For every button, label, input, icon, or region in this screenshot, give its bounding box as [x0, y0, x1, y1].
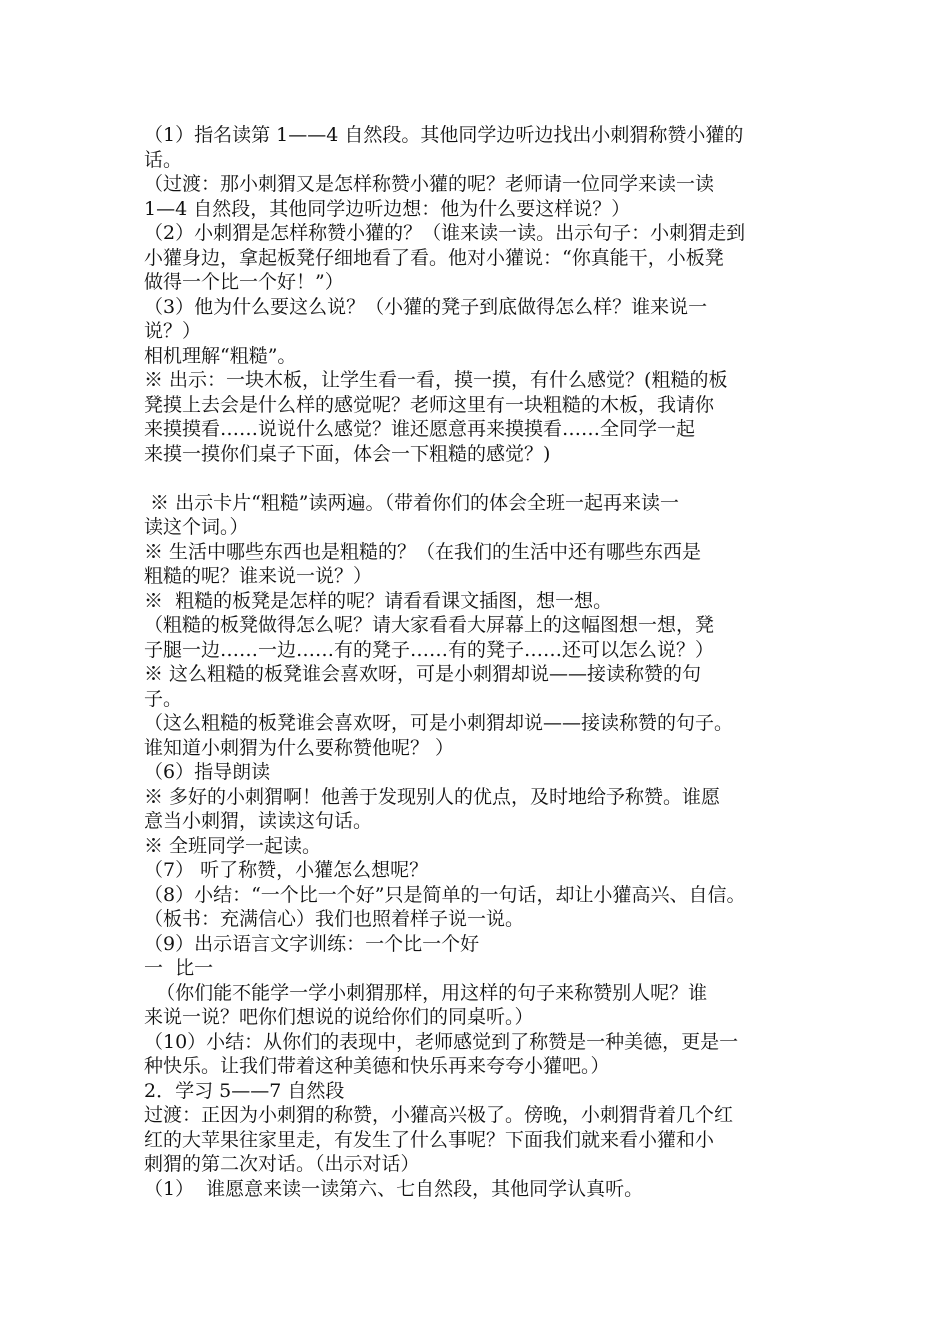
text-line: 意当小刺猬，读读这句话。 [144, 810, 373, 832]
text-line: （10）小结：从你们的表现中，老师感觉到了称赞是一种美德，更是一 [144, 1030, 739, 1053]
text-line: 子。 [144, 687, 183, 710]
text-line: 谁知道小刺猬为什么要称赞他呢？ ） [144, 736, 455, 759]
text-line: （7） 听了称赞，小獾怎么想呢？ [144, 859, 429, 881]
text-line: 1—4 自然段，其他同学边听边想：他为什么要这样说？） [144, 197, 631, 220]
text-line: ※ 粗糙的板凳是怎样的呢？请看看课文插图，想一想。 [144, 589, 613, 612]
text-line: （过渡：那小刺猬又是怎样称赞小獾的呢？老师请一位同学来读一读 [144, 173, 715, 195]
text-line: 读这个词。） [144, 516, 249, 538]
text-line: （2）小刺猬是怎样称赞小獾的？（谁来读一读。出示句子：小刺猬走到 [144, 222, 746, 244]
text-line: 话。 [144, 148, 183, 171]
text-line: 说？） [144, 320, 202, 342]
text-line: 红的大苹果往家里走，有发生了什么事呢？下面我们就来看小獾和小 [144, 1128, 715, 1151]
text-line: 粗糙的呢？谁来说一说？） [144, 565, 373, 587]
text-line: 凳摸上去会是什么样的感觉呢？老师这里有一块粗糙的木板，我请你 [144, 393, 715, 416]
text-line: （6）指导朗读 [144, 761, 271, 783]
text-line: 2．学习 5——7 自然段 [144, 1079, 345, 1102]
text-line: 种快乐。让我们带着这种美德和快乐再来夸夸小獾吧。） [144, 1055, 610, 1077]
text-line: 子腿一边……一边……有的凳子……有的凳子……还可以怎么说？） [144, 638, 715, 661]
text-line: ※ 出示卡片“粗糙”读两遍。（带着你们的体会全班一起再来读一 [144, 491, 680, 514]
text-line: ※ 出示：一块木板，让学生看一看，摸一摸，有什么感觉？(粗糙的板 [144, 369, 728, 391]
text-line: （1） 谁愿意来读一读第六、七自然段，其他同学认真听。 [144, 1177, 644, 1200]
text-line: ※ 多好的小刺猬啊！他善于发现别人的优点，及时地给予称赞。谁愿 [144, 785, 721, 808]
text-line: （3）他为什么要这么说？（小獾的凳子到底做得怎么样？谁来说一 [144, 295, 708, 318]
text-line: （1）指名读第 1——4 自然段。其他同学边听边找出小刺猬称赞小獾的 [144, 124, 744, 146]
text-line: （你们能不能学一学小刺猬那样，用这样的句子来称赞别人呢？谁 [144, 981, 708, 1004]
text-line: 来摸摸看……说说什么感觉？谁还愿意再来摸摸看……全同学一起 [144, 418, 696, 440]
text-line: ※ 这么粗糙的板凳谁会喜欢呀，可是小刺猬却说——接读称赞的句 [144, 663, 702, 685]
blank-line [144, 466, 814, 491]
text-line: 做得一个比一个好！”） [144, 271, 344, 293]
text-line: 过渡：正因为小刺猬的称赞，小獾高兴极了。傍晚，小刺猬背着几个红 [144, 1104, 734, 1126]
text-line: ※ 生活中哪些东西也是粗糙的？（在我们的生活中还有哪些东西是 [144, 540, 702, 563]
text-line: 来摸一摸你们桌子下面，体会一下粗糙的感觉？) [144, 442, 551, 465]
document-body [144, 123, 814, 1201]
text-line: 刺猬的第二次对话。（出示对话） [144, 1153, 420, 1175]
text-line: 一 比一 [144, 957, 214, 979]
text-line: （板书：充满信心）我们也照着样子说一说。 [144, 908, 525, 930]
text-line: （9）出示语言文字训练：一个比一个好 [144, 932, 480, 955]
text-line: （8）小结：“一个比一个好”只是简单的一句话，却让小獾高兴、自信。 [144, 883, 746, 906]
text-line: （这么粗糙的板凳谁会喜欢呀，可是小刺猬却说——接读称赞的句子。 [144, 712, 734, 734]
text-line: ※ 全班同学一起读。 [144, 834, 322, 857]
text-line: 相机理解“粗糙”。 [144, 344, 297, 367]
text-line: 来说一说？吧你们想说的说给你们的同桌听。） [144, 1006, 534, 1028]
text-line: （粗糙的板凳做得怎么呢？请大家看看大屏幕上的这幅图想一想，凳 [144, 614, 715, 636]
text-line: 小獾身边，拿起板凳仔细地看了看。他对小獾说：“你真能干，小板凳 [144, 246, 724, 269]
